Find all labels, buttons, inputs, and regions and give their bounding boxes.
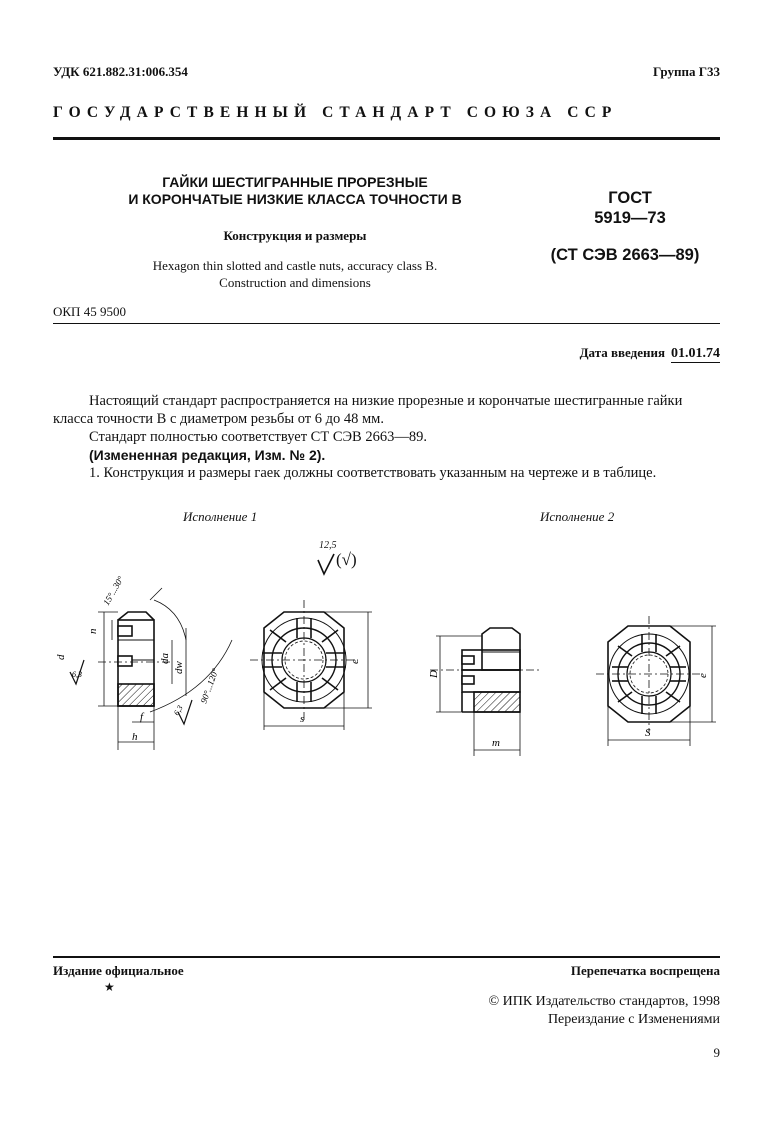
label-r63-left: 6,3: [72, 670, 82, 679]
group-code: Группа Г33: [652, 64, 720, 79]
version2-top-view: [596, 616, 716, 746]
label-angle-top: 15°...30°: [101, 574, 126, 607]
version1-top-view: [250, 600, 372, 730]
copyright-line: © ИПК Издательство стандартов, 1998: [488, 994, 720, 1009]
crown-body: [482, 628, 520, 670]
okp-code: ОКП 45 9500: [53, 304, 126, 319]
document-subtitle: Конструкция и размеры: [223, 228, 367, 243]
label-m: m: [492, 737, 500, 749]
paragraph-item-1: 1. Конструкция и размеры гаек должны соответствовать указанным на чертеже и в таблице.: [89, 465, 657, 481]
label-S2: S: [645, 727, 651, 739]
label-h: h: [132, 731, 138, 743]
udk-code: УДК 621.882.31:006.354: [53, 64, 188, 79]
page-number: 9: [713, 1045, 720, 1060]
official-edition: Издание официальное: [53, 963, 184, 978]
label-f: f: [140, 711, 144, 723]
version1-side-view: [70, 588, 232, 750]
date-value: 01.01.74: [671, 346, 720, 361]
section-hatch: [118, 684, 154, 706]
st-sev-reference: (СТ СЭВ 2663—89): [550, 246, 700, 264]
copyright-block: [488, 993, 720, 1029]
gost-number: 5919—73: [594, 209, 666, 227]
roughness-paren: (√): [336, 550, 357, 569]
date-label: Дата введения: [579, 345, 665, 360]
nut-top-chamfer: [118, 612, 154, 620]
label-s: s: [300, 713, 305, 725]
label-e2: e: [697, 673, 709, 678]
english-title-line-2: Construction and dimensions: [219, 275, 371, 290]
label-da: da: [159, 653, 171, 664]
english-title-line-1: Hexagon thin slotted and castle nuts, accuracy class B.: [152, 258, 438, 273]
label-e: e: [349, 659, 361, 664]
title-line-2: И КОРОНЧАТЫЕ НИЗКИЕ КЛАССА ТОЧНОСТИ В: [128, 191, 462, 207]
slot-mid: [118, 656, 132, 666]
footer-rule: [53, 956, 720, 958]
paragraph-scope: Настоящий стандарт распространяется на низкие прорезные и корончатые шестигранные гайки класса точности В с диаметром резьбы от 6 до 48 мм.: [53, 393, 683, 427]
slot-top: [118, 626, 132, 636]
version2-section-hatch: [474, 692, 520, 712]
label-angle-bottom: 90°...120°: [198, 667, 221, 705]
label-n: n: [87, 628, 99, 634]
label-dw: dw: [173, 661, 185, 674]
paragraph-revision: (Измененная редакция, Изм. № 2).: [89, 447, 326, 463]
label-D: D: [428, 670, 440, 678]
paragraph-compliance: Стандарт полностью соответствует СТ СЭВ 2663—89.: [89, 429, 427, 445]
reissue-line: Переиздание с Изменениями: [547, 1012, 720, 1027]
roughness-value: 12,5: [319, 540, 337, 551]
reprint-notice: Перепечатка воспрещена: [570, 963, 720, 978]
title-line-1: ГАЙКИ ШЕСТИГРАННЫЕ ПРОРЕЗНЫЕ: [162, 174, 428, 190]
version-1-label: Исполнение 1: [183, 509, 258, 524]
gov-standard-heading: ГОСУДАРСТВЕННЫЙ СТАНДАРТ СОЮЗА ССР: [53, 104, 618, 121]
label-d: d: [55, 654, 67, 660]
version2-side-view: [430, 628, 540, 756]
label-r63-bottom: 6,3: [171, 703, 185, 717]
star-icon: ★: [104, 980, 115, 994]
gost-label: ГОСТ: [608, 189, 652, 207]
version-2-label: Исполнение 2: [540, 509, 615, 524]
